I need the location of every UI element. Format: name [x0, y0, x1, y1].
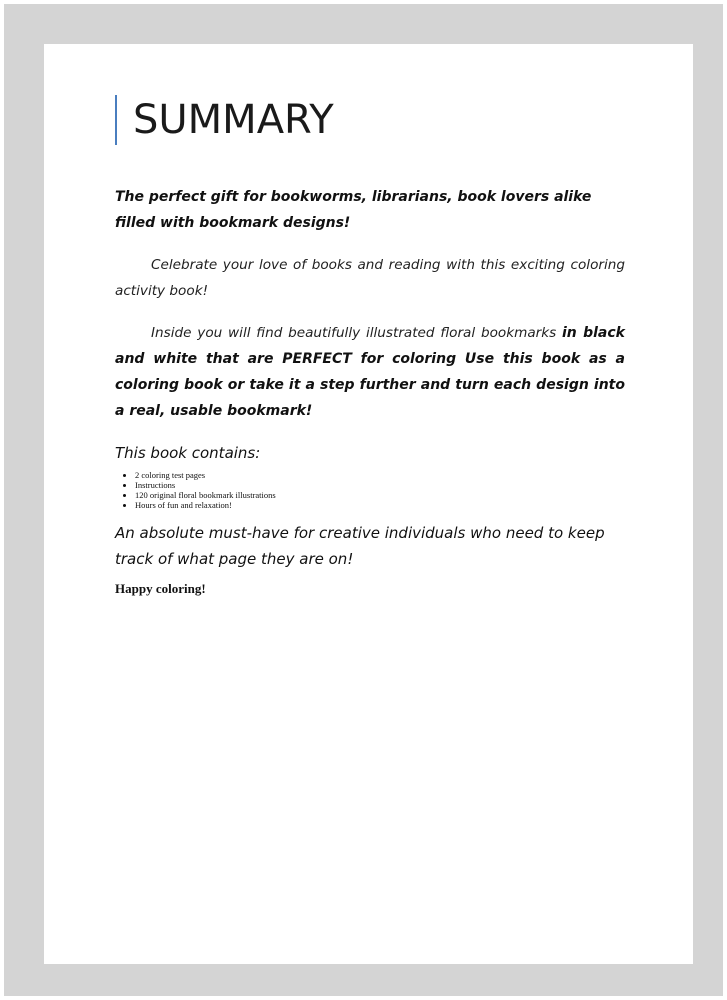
- contains-list: [115, 470, 625, 510]
- list-item: • 2 coloring test pages: [135, 470, 625, 480]
- page-title: SUMMARY: [133, 97, 334, 143]
- paragraph-inside: [115, 320, 625, 424]
- document-body: [115, 184, 625, 598]
- document-page: [44, 44, 693, 964]
- list-item: • Hours of fun and relaxation!: [135, 500, 625, 510]
- title-block: [115, 95, 334, 145]
- lead-paragraph: The perfect gift for bookworms, librarians, book lovers alike filled with bookmark designs!: [115, 189, 592, 231]
- document-frame: [4, 4, 723, 996]
- closing-paragraph: An absolute must-have for creative individuals who need to keep track of what page they are on!: [115, 524, 605, 568]
- contains-heading: This book contains:: [115, 444, 261, 462]
- paragraph-inside-normal: Inside you will find beautifully illustrated floral bookmarks: [151, 325, 562, 341]
- list-item: • 120 original floral bookmark illustrations: [135, 490, 625, 500]
- paragraph-celebrate: Celebrate your love of books and reading with this exciting coloring activity book!: [115, 257, 625, 299]
- list-item: • Instructions: [135, 480, 625, 490]
- paragraph-inside-emphasis: in black and white that are PERFECT for coloring Use this book as a coloring book or take it a step further and turn each design into a real, usable bookmark!: [115, 325, 625, 419]
- signoff-text: Happy coloring!: [115, 581, 206, 596]
